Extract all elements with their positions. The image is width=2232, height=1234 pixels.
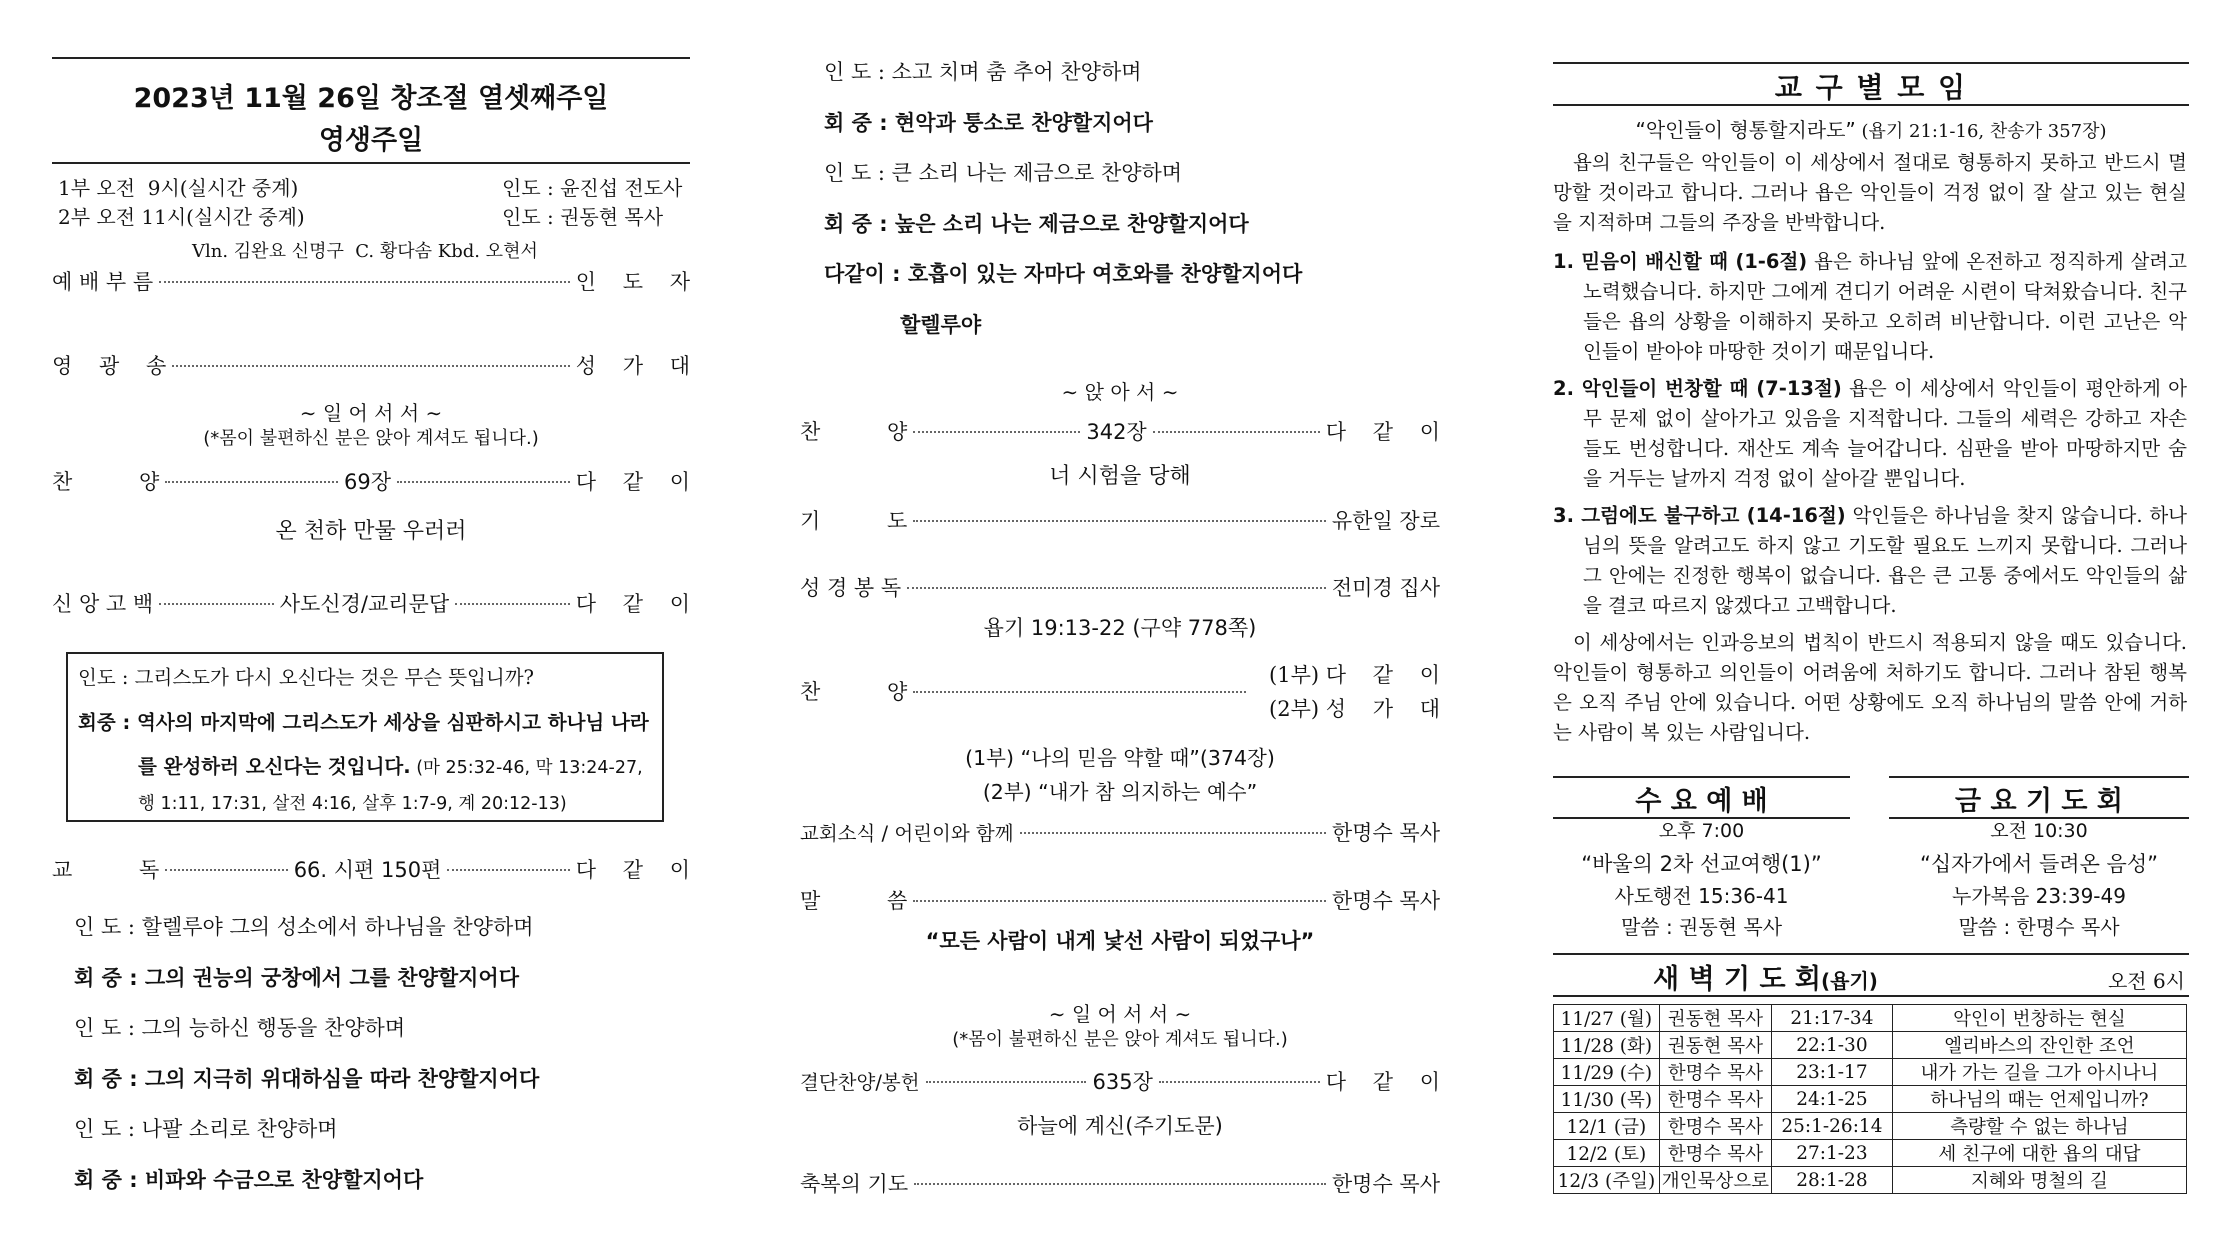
- passage-cell: 21:17-34: [1771, 1005, 1892, 1032]
- table-row: [1554, 1140, 2187, 1167]
- leader-cell: 권동현 목사: [1659, 1032, 1771, 1059]
- creed-row: [52, 588, 690, 618]
- standing-notice: ∼ 일 어 서 서 ∼: [299, 401, 443, 425]
- hymn-label: 찬 양: [52, 470, 160, 494]
- wednesday-preacher: 말씀 : 권동현 목사: [1620, 915, 1783, 939]
- litany-line: 할렐루야: [900, 313, 982, 337]
- responsive-reading-text: 66. 시편 150편: [293, 858, 442, 882]
- church-news-row: [800, 817, 1440, 847]
- title-cell: 하나님의 때는 언제입니까?: [1892, 1086, 2186, 1113]
- leader-dots: [913, 520, 1326, 522]
- leader-dots: [907, 587, 1326, 589]
- intro-paragraph: 욥의 친구들은 악인들이 이 세상에서 절대로 형통하지 못하고 반드시 멸망할 것이라고 합니다. 그러나 욥은 악인들이 걱정 없이 잘 살고 있는 현실을 지적하며 그들의 주장을 반박합니다.: [1553, 151, 2187, 234]
- catechism-question: 인도 : 그리스도가 다시 오신다는 것은 무슨 뜻입니까?: [78, 666, 534, 689]
- title-cell: 내가 가는 길을 그가 아시나니: [1892, 1059, 2186, 1086]
- prayer-row: [800, 505, 1440, 535]
- litany-line: 회 중 : 비파와 수금으로 찬양할지어다: [74, 1168, 424, 1192]
- scripture-row: [800, 572, 1440, 602]
- dawn-prayer-table-body: [1554, 1005, 2187, 1194]
- leader-dots: [397, 481, 570, 483]
- study-topic: [1553, 114, 2189, 143]
- table-row: [1554, 1032, 2187, 1059]
- call-to-worship-row: [52, 266, 690, 296]
- title-cell: 세 친구에 대한 욥의 대답: [1892, 1140, 2186, 1167]
- service-2-time: 2부 오전 11시(실시간 중계): [58, 205, 305, 229]
- section-rule-bottom: [1553, 104, 2189, 106]
- scripture-reference: 욥기 19:13-22 (구약 778쪽): [983, 616, 1257, 640]
- table-row: [1554, 1086, 2187, 1113]
- wednesday-time: 오후 7:00: [1658, 820, 1745, 842]
- hymn-label: 찬 양: [800, 420, 908, 444]
- dawn-rule-top: [1553, 953, 2189, 955]
- anthem-leader-1: (1부) 다 같 이: [1269, 663, 1440, 687]
- friday-prayer-title: 금 요 기 도 회: [1954, 786, 2123, 817]
- wednesday-rule-top: [1553, 776, 1850, 778]
- litany-line: 회 중 : 높은 소리 나는 제금으로 찬양할지어다: [824, 212, 1249, 236]
- point-2-heading: 2. 악인들이 번창할 때 (7-13절): [1553, 377, 1842, 400]
- creed-label: 신 앙 고 백: [52, 592, 154, 616]
- sermon-label: 말 씀: [800, 889, 908, 913]
- benediction-label: 축복의 기도: [800, 1172, 909, 1196]
- leader-cell: 한명수 목사: [1659, 1059, 1771, 1086]
- standing-notice: ∼ 일 어 서 서 ∼: [1048, 1002, 1192, 1026]
- point-3: [1553, 501, 2187, 621]
- musicians: Vln. 김완요 신명구 C. 황다솜 Kbd. 오현서: [192, 241, 538, 262]
- table-row: [1554, 1167, 2187, 1194]
- dedication-hymn-number: 635장: [1092, 1070, 1153, 1094]
- leader-dots: [159, 281, 570, 283]
- dedication-title: 하늘에 계신(주기도문): [1017, 1114, 1223, 1138]
- date-cell: 11/30 (목): [1554, 1086, 1660, 1113]
- service-1-time: 1부 오전 9시(실시간 중계): [58, 176, 299, 200]
- litany-line: 인 도 : 그의 능하신 행동을 찬양하며: [74, 1016, 406, 1040]
- leader-cell: 개인묵상으로: [1659, 1167, 1771, 1194]
- top-rule: [52, 57, 690, 59]
- catechism-box: [66, 652, 664, 822]
- passage-cell: 27:1-23: [1771, 1140, 1892, 1167]
- leader-cell: 권동현 목사: [1659, 1005, 1771, 1032]
- gloria-row: [52, 350, 690, 380]
- passage-cell: 22:1-30: [1771, 1032, 1892, 1059]
- hymn-number: 69장: [344, 470, 392, 494]
- friday-sermon-title: “십자가에서 들려온 음성”: [1920, 852, 2158, 876]
- litany-line: 다같이 : 호흡이 있는 자마다 여호와를 찬양할지어다: [824, 262, 1303, 286]
- standing-note: (*몸이 불편하신 분은 앉아 계셔도 됩니다.): [952, 1029, 1288, 1050]
- passage-cell: 25:1-26:14: [1771, 1113, 1892, 1140]
- catechism-reference: (마 25:32-46, 막 13:24-27,: [410, 758, 643, 778]
- leader-cell: 한명수 목사: [1659, 1086, 1771, 1113]
- dawn-prayer-time: 오전 6시: [2107, 969, 2185, 993]
- point-3-text: 악인들은 하나님을 찾지 않습니다. 하나님의 뜻을 알려고도 하지 않고 기도할 필요도 느끼지 못합니다. 그러나 그 안에는 진정한 행복이 없습니다. 욥은 큰 고통 중에서도 악인들의 삶을 결코 따르지 않겠다고 고백합니다.: [1583, 504, 2187, 617]
- passage-cell: 24:1-25: [1771, 1086, 1892, 1113]
- wednesday-service-title: 수 요 예 배: [1635, 786, 1768, 817]
- leader-dots: [913, 900, 1326, 902]
- catechism-answer-end: 를 완성하러 오신다는 것입니다.: [138, 755, 411, 778]
- hymn-row: [52, 466, 690, 496]
- dawn-prayer-title: 새 벽 기 도 회: [1653, 964, 1822, 995]
- study-topic-title: “악인들이 형통할지라도”: [1635, 118, 1856, 142]
- creed-leader: 다 같 이: [575, 592, 690, 616]
- title-cell: 엘리바스의 잔인한 조언: [1892, 1032, 2186, 1059]
- passage-cell: 28:1-28: [1771, 1167, 1892, 1194]
- point-3-heading: 3. 그럼에도 불구하고 (14-16절): [1553, 504, 1846, 527]
- order-of-worship-middle: [800, 0, 1440, 1234]
- date-cell: 12/2 (토): [1554, 1140, 1660, 1167]
- point-2: [1553, 374, 2187, 494]
- date-cell: 12/1 (금): [1554, 1113, 1660, 1140]
- point-1: [1553, 247, 2187, 367]
- dawn-prayer-book: (욥기): [1821, 969, 1878, 993]
- litany-line: 인 도 : 소고 치며 춤 추어 찬양하며: [824, 60, 1142, 84]
- litany-line: 인 도 : 나팔 소리로 찬양하며: [74, 1117, 338, 1141]
- litany-line: 회 중 : 현악과 퉁소로 찬양할지어다: [824, 111, 1153, 135]
- title-rule: [52, 162, 690, 164]
- litany-line: 회 중 : 그의 권능의 궁창에서 그를 찬양할지어다: [74, 966, 520, 990]
- date-cell: 12/3 (주일): [1554, 1167, 1660, 1194]
- friday-time: 오전 10:30: [1990, 820, 2088, 842]
- benediction-leader: 한명수 목사: [1331, 1172, 1440, 1196]
- hymn-leader: 다 같 이: [1325, 420, 1440, 444]
- leader-dots: [159, 603, 274, 605]
- hymn-title: 너 시험을 당해: [1049, 464, 1191, 489]
- standing-note: (*몸이 불편하신 분은 앉아 계셔도 됩니다.): [203, 428, 539, 449]
- call-to-worship-label: 예 배 부 름: [52, 270, 154, 294]
- sitting-notice: ∼ 앉 아 서 ∼: [1061, 380, 1179, 404]
- scripture-label: 성 경 봉 독: [800, 576, 902, 600]
- section-title: 교 구 별 모 임: [1774, 71, 1968, 104]
- date-cell: 11/27 (월): [1554, 1005, 1660, 1032]
- litany-line: 인 도 : 할렐루야 그의 성소에서 하나님을 찬양하며: [74, 915, 534, 939]
- anthem-song-1: (1부) “나의 믿음 약할 때”(374장): [965, 746, 1275, 770]
- service-1-leader: 인도 : 윤진섭 전도사: [502, 176, 683, 200]
- benediction-row: [800, 1168, 1440, 1198]
- bulletin-subtitle: 영생주일: [318, 125, 424, 156]
- friday-preacher: 말씀 : 한명수 목사: [1958, 915, 2120, 939]
- sermon-preacher: 한명수 목사: [1331, 889, 1440, 913]
- hymn-title: 온 천하 만물 우러러: [275, 519, 467, 544]
- dawn-rule-bottom: [1553, 995, 2189, 997]
- leader-dots: [165, 481, 338, 483]
- title-cell: 지혜와 명철의 길: [1892, 1167, 2186, 1194]
- responsive-reading-label: 교 독: [52, 858, 160, 882]
- scripture-reader: 전미경 집사: [1331, 576, 1440, 600]
- church-news-label: 교회소식 / 어린이와 함께: [800, 822, 1014, 845]
- title-cell: 측량할 수 없는 하나님: [1892, 1113, 2186, 1140]
- passage-cell: 23:1-17: [1771, 1059, 1892, 1086]
- dedication-leader: 다 같 이: [1325, 1070, 1441, 1094]
- wednesday-scripture: 사도행전 15:36-41: [1614, 884, 1789, 908]
- friday-scripture: 누가복음 23:39-49: [1952, 884, 2126, 908]
- sermon-row: [800, 885, 1440, 915]
- friday-rule-top: [1889, 776, 2189, 778]
- table-row: [1554, 1113, 2187, 1140]
- closing-paragraph: 이 세상에서는 인과응보의 법칙이 반드시 적용되지 않을 때도 있습니다. 악인들이 형통하고 의인들이 어려움에 처하기도 합니다. 그러나 참된 행복은 오직 주님 안에 있습니다. 어떤 상황에도 오직 하나님의 말씀 안에 거하는 사람이 복 있는 사람입니다.: [1553, 631, 2187, 744]
- catechism-answer-line2: [138, 751, 643, 779]
- dawn-prayer-table: [1553, 1004, 2187, 1194]
- date-cell: 11/28 (화): [1554, 1032, 1660, 1059]
- section-rule-top: [1553, 62, 2189, 64]
- sermon-title: “모든 사람이 내게 낯선 사람이 되었구나”: [925, 929, 1315, 953]
- prayer-label: 기 도: [800, 509, 908, 533]
- catechism-reference-cont: 행 1:11, 17:31, 살전 4:16, 살후 1:7-9, 계 20:12-13): [138, 794, 567, 814]
- wednesday-sermon-title: “바울의 2차 선교여행(1)”: [1581, 852, 1822, 876]
- anthem-song-2: (2부) “내가 참 의지하는 예수”: [982, 780, 1258, 804]
- point-1-text: 욥은 하나님 앞에 온전하고 정직하게 살려고 노력했습니다. 하지만 그에게 견디기 어려운 시련이 닥쳐왔습니다. 친구들은 욥의 상황을 이해하지 못하고 오히려 비난합니다. 이런 고난은 악인들이 받아야 마땅한 것이기 때문입니다.: [1583, 250, 2187, 363]
- dawn-prayer-heading: [1653, 957, 1878, 996]
- leader-dots: [914, 1183, 1326, 1185]
- bulletin-title: 2023년 11월 26일 창조절 열셋째주일: [133, 83, 609, 114]
- hymn-number: 342장: [1086, 420, 1147, 444]
- table-row: [1554, 1005, 2187, 1032]
- leader-dots: [1159, 1081, 1320, 1083]
- leader-dots: [926, 1081, 1087, 1083]
- leader-dots: [455, 603, 570, 605]
- responsive-reading-leader: 다 같 이: [575, 858, 691, 882]
- order-of-worship-left: [52, 0, 690, 1234]
- title-cell: 악인이 번창하는 현실: [1892, 1005, 2186, 1032]
- gloria-leader: 성 가 대: [575, 354, 690, 378]
- table-row: [1554, 1059, 2187, 1086]
- prayer-leader: 유한일 장로: [1331, 509, 1440, 533]
- litany-line: 회 중 : 그의 지극히 위대하심을 따라 찬양할지어다: [74, 1067, 540, 1091]
- hymn-leader: 다 같 이: [575, 470, 691, 494]
- leader-dots: [913, 431, 1080, 433]
- responsive-reading-row: [52, 854, 690, 884]
- anthem-leader-2: (2부) 성 가 대: [1269, 697, 1440, 721]
- leader-dots: [447, 869, 569, 871]
- study-topic-reference: (욥기 21:1-16, 찬송가 357장): [1855, 121, 2107, 142]
- leader-cell: 한명수 목사: [1659, 1140, 1771, 1167]
- anthem-label: 찬 양: [800, 680, 908, 704]
- point-2-text: 욥은 이 세상에서 악인들이 평안하게 아무 문제 없이 살아가고 있음을 지적합니다. 그들의 세력은 강하고 자손들도 번성합니다. 재산도 계속 늘어갑니다. 심판을 받아 마땅하지만 숨을 거두는 날까지 걱정 없이 살아갈 뿐입니다.: [1583, 377, 2187, 490]
- date-cell: 11/29 (수): [1554, 1059, 1660, 1086]
- dedication-label: 결단찬양/봉헌: [800, 1071, 920, 1094]
- litany-line: 인 도 : 큰 소리 나는 제금으로 찬양하며: [824, 161, 1183, 185]
- leader-cell: 한명수 목사: [1659, 1113, 1771, 1140]
- leader-dots: [1020, 832, 1326, 834]
- church-news-leader: 한명수 목사: [1331, 821, 1440, 845]
- service-2-leader: 인도 : 권동현 목사: [502, 205, 664, 229]
- leader-dots: [165, 869, 287, 871]
- creed-name: 사도신경/교리문답: [279, 592, 450, 616]
- leader-dots: [913, 691, 1246, 693]
- leader-dots: [172, 365, 569, 367]
- leader-dots: [1153, 431, 1320, 433]
- catechism-answer-line1: 회중 : 역사의 마지막에 그리스도가 세상을 심판하시고 하나님 나라: [78, 711, 649, 734]
- gloria-label: 영 광 송: [52, 354, 167, 378]
- call-to-worship-leader: 인 도 자: [575, 270, 690, 294]
- point-1-heading: 1. 믿음이 배신할 때 (1-6절): [1553, 250, 1808, 273]
- dedication-row: [800, 1066, 1440, 1096]
- hymn-row: [800, 416, 1440, 446]
